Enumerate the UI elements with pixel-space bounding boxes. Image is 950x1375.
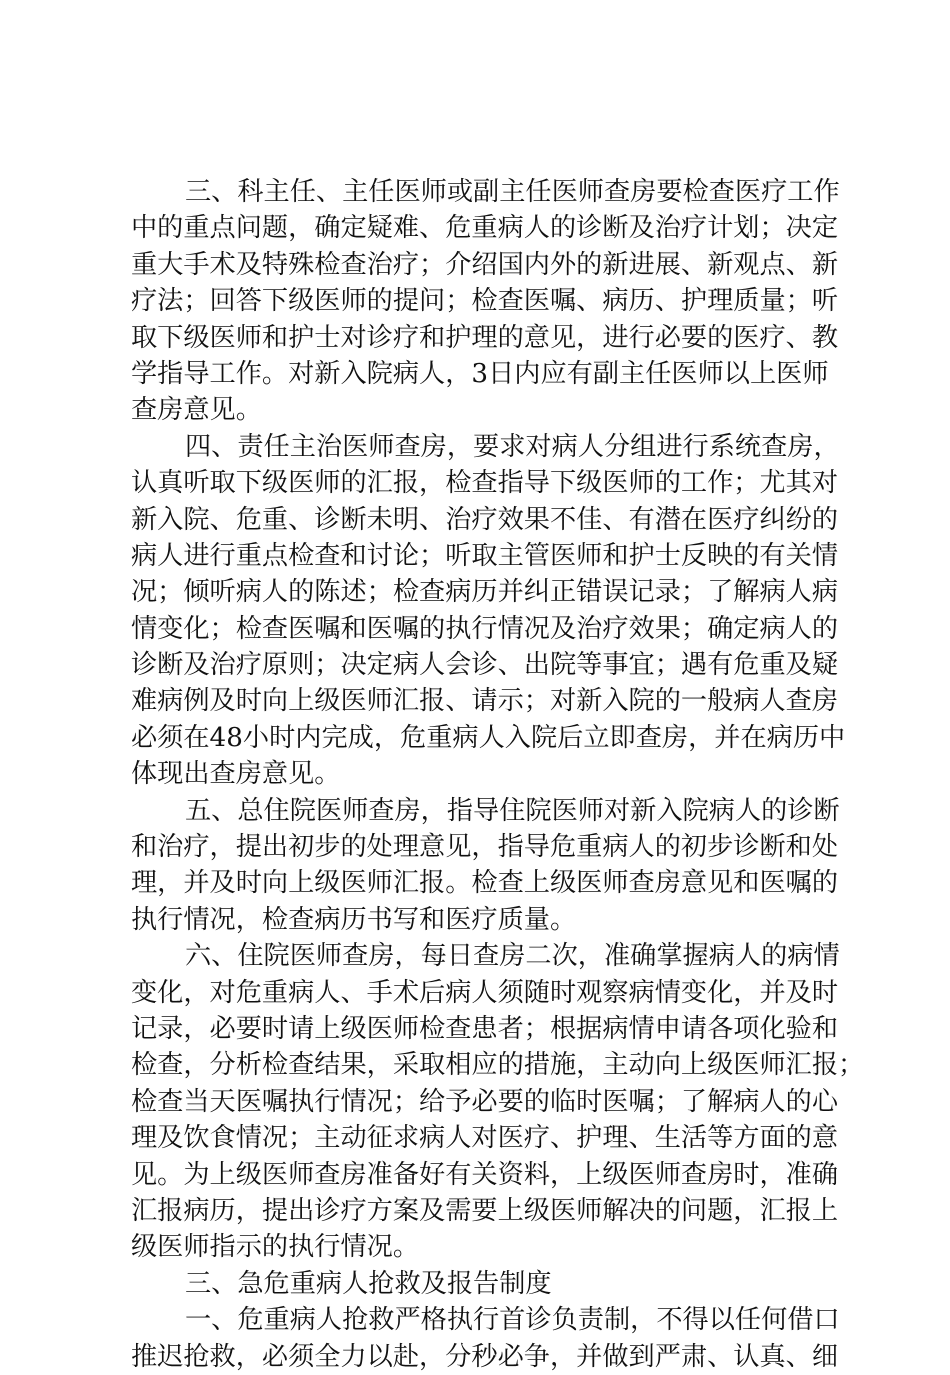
text-line: 和治疗，提出初步的处理意见，指导危重病人的初步诊断和处 bbox=[131, 832, 839, 863]
text-line: 必须在48小时内完成，危重病人入院后立即查房，并在病历中 bbox=[131, 722, 846, 753]
text-line: 体现出查房意见。 bbox=[131, 759, 341, 790]
text-line: 查房意见。 bbox=[131, 395, 262, 426]
text-line: 取下级医师和护士对诊疗和护理的意见，进行必要的医疗、教 bbox=[131, 322, 839, 353]
text-line: 一、危重病人抢救严格执行首诊负责制，不得以任何借口 bbox=[185, 1305, 840, 1336]
text-line: 汇报病历，提出诊疗方案及需要上级医师解决的问题，汇报上 bbox=[131, 1195, 839, 1226]
text-line: 难病例及时向上级医师汇报、请示；对新入院的一般病人查房 bbox=[131, 686, 839, 717]
text-line: 病人进行重点检查和讨论；听取主管医师和护士反映的有关情 bbox=[131, 540, 839, 571]
document-body bbox=[131, 174, 865, 1375]
text-line: 级医师指示的执行情况。 bbox=[131, 1232, 420, 1263]
text-line: 新入院、危重、诊断未明、治疗效果不佳、有潜在医疗纠纷的 bbox=[131, 504, 839, 535]
text-line: 情变化；检查医嘱和医嘱的执行情况及治疗效果；确定病人的 bbox=[131, 613, 839, 644]
text-line: 认真听取下级医师的汇报，检查指导下级医师的工作；尤其对 bbox=[131, 468, 839, 499]
text-line: 五、总住院医师查房，指导住院医师对新入院病人的诊断 bbox=[185, 795, 840, 826]
text-line: 疗法；回答下级医师的提问；检查医嘱、病历、护理质量；听 bbox=[131, 286, 839, 317]
text-line: 四、责任主治医师查房，要求对病人分组进行系统查房， bbox=[185, 431, 840, 462]
text-line: 六、住院医师查房，每日查房二次，准确掌握病人的病情 bbox=[185, 941, 840, 972]
section-heading: 三、急危重病人抢救及报告制度 bbox=[185, 1268, 552, 1299]
text-line: 三、科主任、主任医师或副主任医师查房要检查医疗工作 bbox=[185, 177, 840, 207]
text-line: 诊断及治疗原则；决定病人会诊、出院等事宜；遇有危重及疑 bbox=[131, 650, 839, 681]
text-line: 理，并及时向上级医师汇报。检查上级医师查房意见和医嘱的 bbox=[131, 868, 839, 899]
text-line: 变化，对危重病人、手术后病人须随时观察病情变化，并及时 bbox=[131, 977, 839, 1008]
text-line: 重大手术及特殊检查治疗；介绍国内外的新进展、新观点、新 bbox=[131, 249, 839, 280]
text-line: 见。为上级医师查房准备好有关资料，上级医师查房时，准确 bbox=[131, 1159, 839, 1190]
text-line: 推迟抢救，必须全力以赴，分秒必争，并做到严肃、认真、细 bbox=[131, 1341, 839, 1372]
text-line: 理及饮食情况；主动征求病人对医疗、护理、生活等方面的意 bbox=[131, 1123, 839, 1154]
text-line: 学指导工作。对新入院病人，3日内应有副主任医师以上医师 bbox=[131, 358, 829, 389]
text-line: 记录，必要时请上级医师检查患者；根据病情申请各项化验和 bbox=[131, 1013, 839, 1044]
text-line: 执行情况，检查病历书写和医疗质量。 bbox=[131, 904, 577, 935]
text-line: 检查，分析检查结果，采取相应的措施，主动向上级医师汇报； bbox=[131, 1050, 865, 1081]
text-line: 况；倾听病人的陈述；检查病历并纠正错误记录；了解病人病 bbox=[131, 577, 839, 608]
text-line: 检查当天医嘱执行情况；给予必要的临时医嘱；了解病人的心 bbox=[131, 1086, 839, 1117]
text-line: 中的重点问题，确定疑难、危重病人的诊断及治疗计划；决定 bbox=[131, 213, 839, 244]
